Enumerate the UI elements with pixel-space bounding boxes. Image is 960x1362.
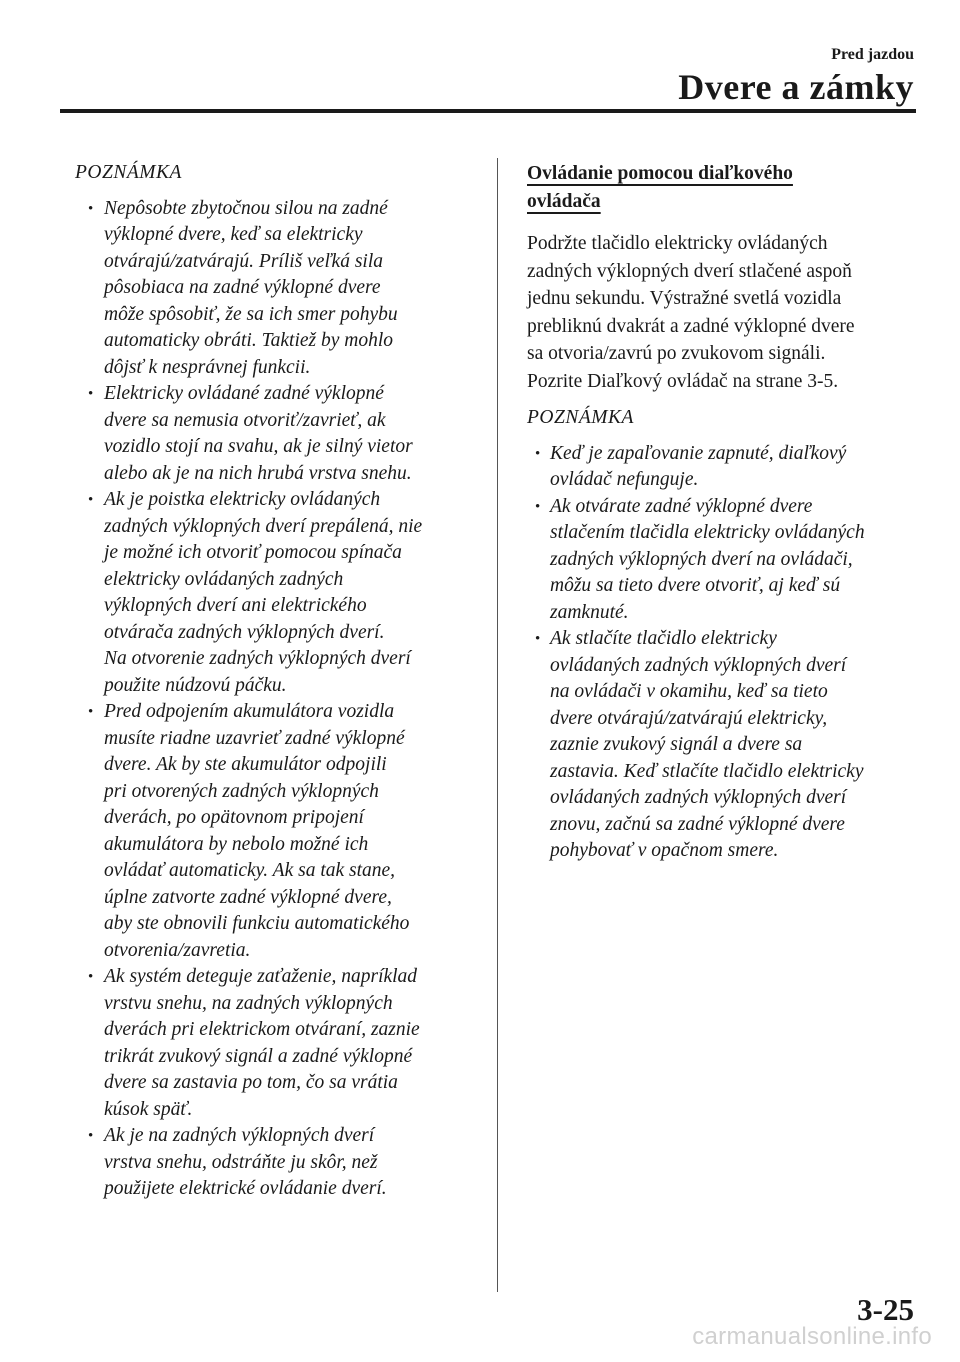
bullet-icon: • <box>535 631 541 647</box>
bullet-icon: • <box>88 200 94 217</box>
note-list <box>527 441 922 865</box>
header-divider <box>60 109 916 113</box>
note-item <box>75 699 485 964</box>
note-text: Ak je na zadných výklopných dverí vrstva snehu, odstráňte ju skôr, než použijete elektrické ovládanie dverí. <box>104 1125 387 1199</box>
page-title: Dvere a zámky <box>678 67 914 107</box>
note-text: Ak otvárate zadné výklopné dvere stlačením tlačidla elektricky ovládaných zadných výklopných dverí na ovládači, môžu sa tieto dvere otvoriť, aj keď sú zamknuté. <box>550 495 865 623</box>
bullet-icon: • <box>88 1128 94 1144</box>
right-column <box>527 160 922 865</box>
section-heading <box>527 160 793 216</box>
bullet-icon: • <box>535 445 541 462</box>
note-item <box>527 626 922 865</box>
left-column <box>75 160 485 1203</box>
note-item <box>75 381 485 487</box>
note-list <box>75 196 485 1203</box>
note-item <box>75 1123 485 1203</box>
note-text: Nepôsobte zbytočnou silou na zadné výklopné dvere, keď sa elektricky otvárajú/zatvárajú. Príliš veľká sila pôsobiaca na zadné výklopné dvere môže spôsobiť, že sa ich smer pohybu automaticky obráti. Taktiež by mohlo dôjsť k nesprávnej funkcii. <box>104 197 398 378</box>
note-text: Elektricky ovládané zadné výklopné dvere sa nemusia otvoriť/zavrieť, ak vozidlo stojí na svahu, ak je silný vietor alebo ak je na nich hrubá vrstva snehu. <box>104 383 413 484</box>
note-text: Keď je zapaľovanie zapnuté, diaľkový ovládač nefunguje. <box>550 442 847 490</box>
note-text: Pred odpojením akumulátora vozidla musíte riadne uzavrieť zadné výklopné dvere. Ak by ste akumulátor odpojili pri otvorených zadných výklopných dverách, po opätovnom pripojení akumulátora by nebolo možné ich ovládať automaticky. Ak sa tak stane, úplne zatvorte zadné výklopné dvere, aby ste obnovili funkciu automatického otvorenia/zavretia. <box>104 701 410 961</box>
section-heading-line-1: Ovládanie pomocou diaľkového <box>527 163 793 184</box>
section-heading-line-2: ovládača <box>527 191 601 212</box>
column-divider <box>497 158 498 1292</box>
section-label: Pred jazdou <box>831 46 914 63</box>
bullet-icon: • <box>88 386 94 402</box>
bullet-icon: • <box>88 492 94 508</box>
note-title: POZNÁMKA <box>75 162 182 183</box>
note-item <box>527 441 922 494</box>
watermark: carmanualsonline.info <box>692 1323 932 1350</box>
note-text: Ak stlačíte tlačidlo elektricky ovládaných zadných výklopných dverí na ovládači v okamihu, keď sa tieto dvere otvárajú/zatvárajú elektricky, zaznie zvukový signál a dvere sa zastavia. Keď stlačíte tlačidlo elektricky ovládaných zadných výklopných dverí znovu, začnú sa zadné výklopné dvere pohybovať v opačnom smere. <box>550 628 864 861</box>
note-text: Ak je poistka elektricky ovládaných zadných výklopných dverí prepálená, nie je možné ich otvoriť pomocou spínača elektricky ovládaných zadných výklopných dverí ani elektrického otvárača zadných výklopných dverí. Na otvorenie zadných výklopných dverí použite núdzovú páčku. <box>104 489 423 696</box>
instruction-paragraph: Podržte tlačidlo elektricky ovládaných zadných výklopných dverí stlačené aspoň jednu sekundu. Výstražné svetlá vozidla prebliknú dvakrát a zadné výklopné dvere sa otvoria/zavrú po zvukovom signáli. Pozrite Diaľkový ovládač na strane 3-5. <box>527 233 855 392</box>
bullet-icon: • <box>88 969 94 985</box>
note-item <box>75 964 485 1123</box>
note-title: POZNÁMKA <box>527 407 634 428</box>
note-item <box>527 494 922 627</box>
bullet-icon: • <box>88 704 94 720</box>
page-number: 3-25 <box>857 1292 914 1327</box>
note-item <box>75 196 485 382</box>
note-text: Ak systém deteguje zaťaženie, napríklad vrstvu snehu, na zadných výklopných dverách pri elektrickom otváraní, zaznie trikrát zvukový signál a zadné výklopné dvere sa zastavia po tom, čo sa vrátia kúsok späť. <box>104 966 420 1120</box>
bullet-icon: • <box>535 498 541 515</box>
note-item <box>75 487 485 699</box>
